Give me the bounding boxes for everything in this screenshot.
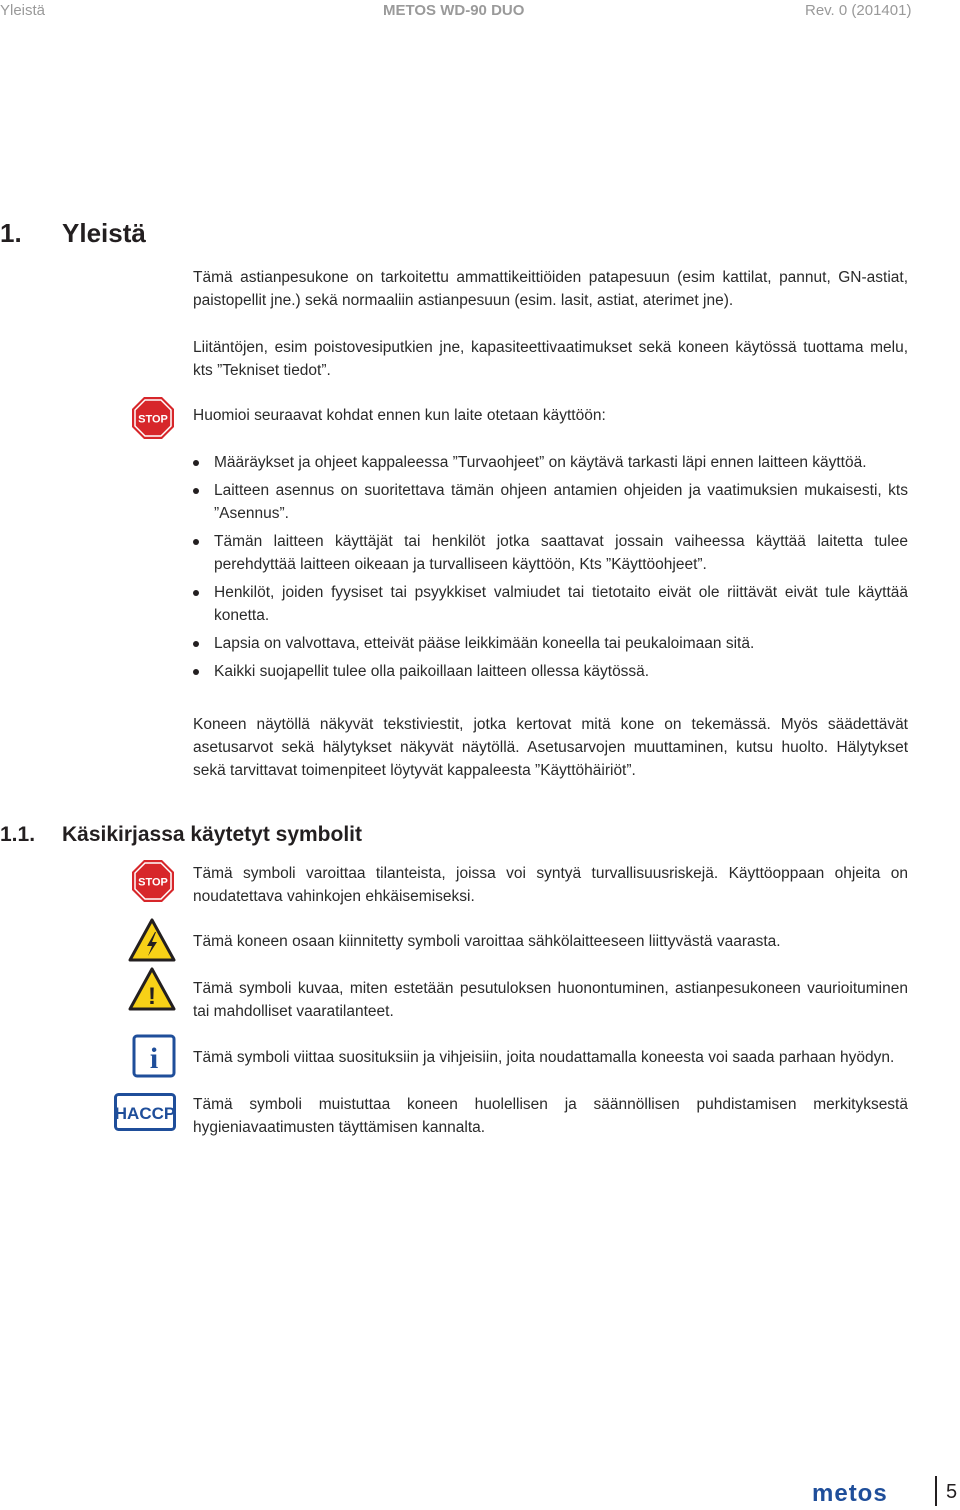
symbol-info-description: Tämä symboli viittaa suosituksiin ja vihjeisiin, joita noudattamalla koneesta voi saada parhaan hyödyn. xyxy=(193,1049,895,1066)
bullet-dot xyxy=(193,641,199,647)
footer-divider xyxy=(935,1476,937,1506)
page-number: 5 xyxy=(946,1481,958,1503)
stop-note: Huomioi seuraavat kohdat ennen kun laite otetaan käyttöön: xyxy=(193,407,606,424)
symbol-warning-description: Tämä symboli kuvaa, miten estetään pesutuloksen huonontuminen, astianpesukoneen vaurioituminen tai mahdolliset vaaratilanteet. xyxy=(193,980,908,1020)
header-section-label: Yleistä xyxy=(0,2,46,19)
bullet-dot xyxy=(193,590,199,596)
intro-paragraph-purpose: Tämä astianpesukone on tarkoitettu ammattikeittiöiden patapesuun (esim kattilat, pannut, GN-astiat, paistopellit jne.) sekä normaaliin astianpesuun (esim. lasit, astiat, aterimet jne). xyxy=(193,269,908,309)
display-messages-paragraph: Koneen näytöllä näkyvät tekstiviestit, jotka kertovat mitä kone on tekemässä. Myös säädettävät asetusarvot sekä hälytykset näkyvät näytöllä. Asetusarvojen muuttaminen, kutsu huolto. Hälytykset sekä tarvittavat toimenpiteet löytyvät kappaleesta ”Käyttöhäiriöt”. xyxy=(193,716,908,779)
chapter-number: 1. xyxy=(0,218,22,248)
stop-sign-icon xyxy=(131,859,175,903)
chapter-heading xyxy=(0,218,146,249)
list-item xyxy=(193,479,908,525)
header-document-title: METOS WD-90 DUO xyxy=(383,2,525,19)
metos-logo xyxy=(812,1483,930,1505)
stop-sign-label: STOP xyxy=(138,876,168,889)
list-item-text: Tämän laitteen käyttäjät tai henkilöt jotka saattavat jossain vaiheessa käyttää laitetta tulee perehdyttää laitteen oikeaan ja turvalliseen käyttöön, Kts ”Käyttöohjeet”. xyxy=(214,533,908,573)
bullet-dot xyxy=(193,488,199,494)
list-item-text: Lapsia on valvottava, etteivät pääse leikkimään koneella tai peukaloimaan sitä. xyxy=(214,635,755,652)
haccp-icon-label: HACCP xyxy=(114,1104,176,1123)
section-title: Käsikirjassa käytetyt symbolit xyxy=(62,823,362,846)
warning-icon-mark: ! xyxy=(148,983,156,1010)
bullet-dot xyxy=(193,460,199,466)
info-icon xyxy=(132,1034,176,1078)
stop-sign-icon xyxy=(131,396,175,440)
info-icon-mark: i xyxy=(149,1042,159,1075)
precautions-list xyxy=(193,451,908,688)
header-revision: Rev. 0 (201401) xyxy=(805,2,912,19)
list-item xyxy=(193,660,908,683)
electric-hazard-icon xyxy=(128,918,176,962)
list-item-text: Henkilöt, joiden fyysiset tai psyykkiset valmiudet tai tietotaito eivät ole riittävät eivät tule käyttää konetta. xyxy=(214,584,908,624)
list-item xyxy=(193,451,908,474)
stop-sign-label: STOP xyxy=(138,413,168,426)
symbol-stop-description: Tämä symboli varoittaa tilanteista, joissa voi syntyä turvallisuusriskejä. Käyttöoppaan ohjeita on noudatettava vahinkojen ehkäisemiseksi. xyxy=(193,865,908,905)
list-item-text: Kaikki suojapellit tulee olla paikoillaan laitteen ollessa käytössä. xyxy=(214,663,650,680)
section-heading xyxy=(0,823,362,847)
metos-logo-text: metos xyxy=(812,1483,888,1505)
list-item xyxy=(193,530,908,576)
list-item-text: Laitteen asennus on suoritettava tämän ohjeen antamien ohjeiden ja vaatimuksien mukaisesti, kts ”Asennus”. xyxy=(214,482,908,522)
bullet-dot xyxy=(193,539,199,545)
chapter-title: Yleistä xyxy=(62,218,146,248)
symbol-haccp-description: Tämä symboli muistuttaa koneen huolellisen ja säännöllisen puhdistamisen merkityksestä hygieniavaatimusten täyttämisen kannalta. xyxy=(193,1096,908,1136)
section-number: 1.1. xyxy=(0,823,36,846)
haccp-icon xyxy=(114,1093,176,1131)
list-item-text: Määräykset ja ohjeet kappaleessa ”Turvaohjeet” on käytävä tarkasti läpi ennen laitteen käyttöä. xyxy=(214,454,867,471)
warning-icon xyxy=(128,967,176,1011)
list-item xyxy=(193,632,908,655)
bullet-dot xyxy=(193,669,199,675)
symbol-electric-description: Tämä koneen osaan kiinnitetty symboli varoittaa sähkölaitteeseen liittyvästä vaarasta. xyxy=(193,933,781,950)
list-item xyxy=(193,581,908,627)
intro-paragraph-connections: Liitäntöjen, esim poistovesiputkien jne, kapasiteettivaatimukset sekä koneen käytössä tuottama melu, kts ”Tekniset tiedot”. xyxy=(193,339,908,379)
